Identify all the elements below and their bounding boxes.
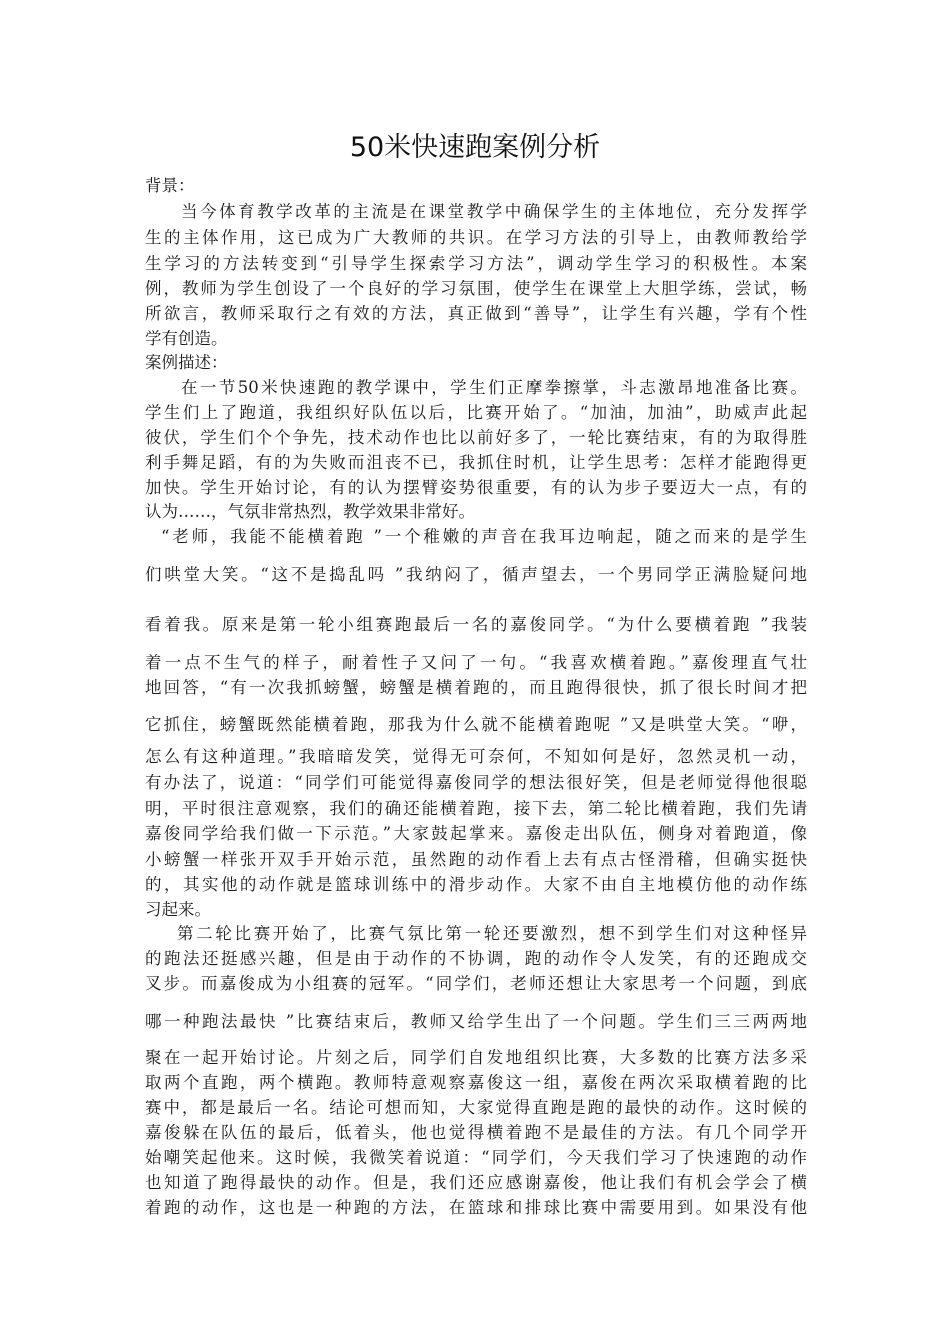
text-line: 的跑法还挺感兴趣，但是由于动作的不协调，跑的动作令人发笑，有的还跑成交 xyxy=(145,949,807,968)
text-line: 所欲言，教师采取行之有效的方法，真正做到“善导”，让学生有兴趣，学有个性 xyxy=(145,304,807,323)
text-line: 取两个直跑，两个横跑。教师特意观察嘉俊这一组，嘉俊在两次采取横着跑的比 xyxy=(145,1073,807,1092)
text-line: 第二轮比赛开始了，比赛气氛比第一轮还要激烈，想不到学生们对这种怪异 xyxy=(177,924,807,943)
text-line: 案例描述： xyxy=(145,353,228,372)
text-line: 加快。学生开始讨论，有的认为摆臂姿势很重要，有的认为步子要迈大一点，有的 xyxy=(145,478,807,497)
text-line: 背景： xyxy=(145,176,195,195)
text-line: 生学习的方法转变到“引导学生探索学习方法”，调动学生学习的积极性。本案 xyxy=(145,254,807,273)
text-line: 彼伏，学生们个个争先，技术动作也比以前好多了，一轮比赛结束，有的为取得胜 xyxy=(145,428,807,447)
text-line: 叉步。而嘉俊成为小组赛的冠军。“同学们，老师还想让大家思考一个问题，到底 xyxy=(145,974,807,993)
text-line: 认为……，气氛非常热烈，教学效果非常好。 xyxy=(145,502,475,521)
text-line: 着一点不生气的样子，耐着性子又问了一句。“我喜欢横着跑。”嘉俊理直气壮 xyxy=(145,653,807,672)
text-line: 的，其实他的动作就是篮球训练中的滑步动作。大家不由自主地模仿他的动作练 xyxy=(145,875,807,894)
text-line: 也知道了跑得最快的动作。但是，我们还应感谢嘉俊，他让我们有机会学会了横 xyxy=(145,1173,807,1192)
text-line: 习起来。 xyxy=(145,900,211,919)
text-line: 着跑的动作，这也是一种跑的方法，在篮球和排球比赛中需要用到。如果没有他 xyxy=(145,1198,807,1217)
text-line: 嘉俊躲在队伍的最后，低着头，他也觉得横着跑不是最佳的方法。有几个同学开 xyxy=(145,1123,807,1142)
text-line: 学有创造。 xyxy=(145,329,228,348)
text-line: 利手舞足蹈，有的为失败而沮丧不已，我抓住时机，让学生思考：怎样才能跑得更 xyxy=(145,453,807,472)
text-line: 明，平时很注意观察，我们的确还能横着跑，接下去，第二轮比横着跑，我们先请 xyxy=(145,799,807,818)
text-line: 看着我。原来是第一轮小组赛跑最后一名的嘉俊同学。“为什么要横着跑 ”我装 xyxy=(145,615,807,634)
text-line: 嘉俊同学给我们做一下示范。”大家鼓起掌来。嘉俊走出队伍，侧身对着跑道，像 xyxy=(145,824,807,843)
text-line: 怎么有这种道理。”我暗暗发笑，觉得无可奈何，不知如何是好，忽然灵机一动， xyxy=(145,747,807,766)
text-line: 哪一种跑法最快 ”比赛结束后，教师又给学生出了一个问题。学生们三三两两地 xyxy=(145,1012,807,1031)
text-line: 生的主体作用，这已成为广大教师的共识。在学习方法的引导上，由教师教给学 xyxy=(145,228,807,247)
text-line: 在一节50米快速跑的教学课中，学生们正摩拳擦掌，斗志激昂地准备比赛。 xyxy=(181,378,807,397)
text-line: 有办法了，说道：“同学们可能觉得嘉俊同学的想法很好笑，但是老师觉得他很聪 xyxy=(145,773,807,792)
text-line: 小螃蟹一样张开双手开始示范，虽然跑的动作看上去有点古怪滑稽，但确实挺快 xyxy=(145,850,807,869)
text-line: 当今体育教学改革的主流是在课堂教学中确保学生的主体地位，充分发挥学 xyxy=(181,202,807,221)
text-line: 赛中，都是最后一名。结论可想而知，大家觉得直跑是跑的最快的动作。这时候的 xyxy=(145,1098,807,1117)
text-line: 地回答，“有一次我抓螃蟹，螃蟹是横着跑的，而且跑得很快，抓了很长时间才把 xyxy=(145,678,807,697)
text-line: 它抓住，螃蟹既然能横着跑，那我为什么就不能横着跑呢 ”又是哄堂大笑。“咿， xyxy=(145,715,807,734)
text-line: 聚在一起开始讨论。片刻之后，同学们自发地组织比赛，大多数的比赛方法多采 xyxy=(145,1048,807,1067)
text-line: “老师，我能不能横着跑 ”一个稚嫩的声音在我耳边响起，随之而来的是学生 xyxy=(161,527,807,546)
text-line: 例，教师为学生创设了一个良好的学习氛围，使学生在课堂上大胆学练，尝试，畅 xyxy=(145,279,807,298)
document-title: 50米快速跑案例分析 xyxy=(349,132,601,163)
text-line: 始嘲笑起他来。这时候，我微笑着说道：“同学们，今天我们学习了快速跑的动作 xyxy=(145,1148,807,1167)
text-line: 们哄堂大笑。“这不是捣乱吗 ”我纳闷了，循声望去，一个男同学正满脸疑问地 xyxy=(145,565,807,584)
text-line: 学生们上了跑道，我组织好队伍以后，比赛开始了。“加油，加油”，助威声此起 xyxy=(145,403,807,422)
